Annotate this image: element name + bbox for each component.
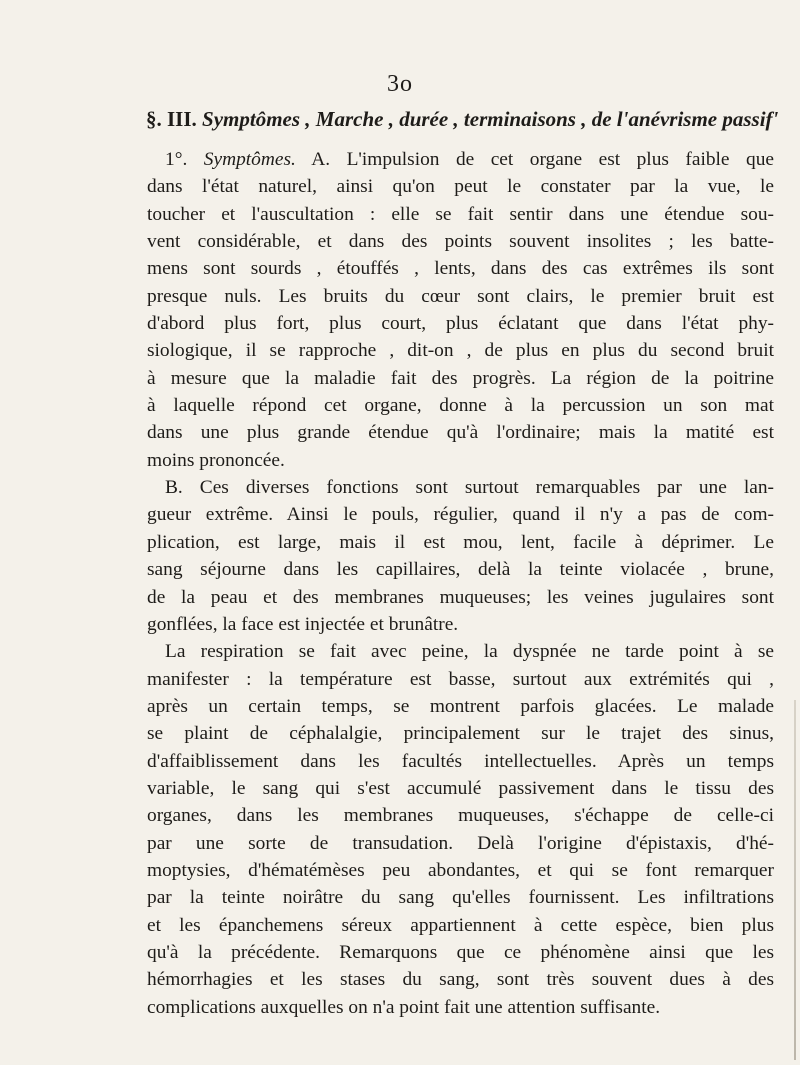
section-number: §. III. xyxy=(146,107,197,131)
paragraph-line: et les épanchemens séreux appartiennent à cette espèce, bien plus xyxy=(147,914,774,936)
paragraph-line: La respiration se fait avec peine, la dyspnée ne tarde point à se xyxy=(165,641,774,663)
paragraph-line: moptysies, d'hématémèses peu abondantes, et qui se font remarquer xyxy=(147,859,774,881)
paragraph-line: à laquelle répond cet organe, donne à la percussion un son mat xyxy=(147,395,774,417)
paragraph-line: de la peau et des membranes muqueuses; les veines jugulaires sont xyxy=(147,586,774,608)
paragraph-line: mens sont sourds , étouffés , lents, dans des cas extrêmes ils sont xyxy=(147,258,774,280)
paragraph-line-text: A. L'impulsion de cet organe est plus faible que xyxy=(311,149,774,170)
paragraph-line: organes, dans les membranes muqueuses, s'échappe de celle-ci xyxy=(147,805,774,827)
paragraph-line: dans une plus grande étendue qu'à l'ordinaire; mais la matité est xyxy=(147,422,774,444)
paragraph-line: toucher et l'auscultation : elle se fait sentir dans une étendue sou- xyxy=(147,203,774,225)
paragraph-line: par une sorte de transudation. Delà l'origine d'épistaxis, d'hé- xyxy=(147,832,774,854)
paragraph-line: moins prononcée. xyxy=(147,449,285,471)
paragraph-line: manifester : la température est basse, surtout aux extrémités qui , xyxy=(147,668,774,690)
paragraph-line: gonflées, la face est injectée et brunâtre. xyxy=(147,613,459,635)
paragraph-line: presque nuls. Les bruits du cœur sont clairs, le premier bruit est xyxy=(147,285,774,307)
paragraph-line xyxy=(147,146,774,173)
paragraph-label-number: 1°. xyxy=(165,149,188,170)
paragraph-line: sang séjourne dans les capillaires, delà la teinte violacée , brune, xyxy=(147,559,774,581)
paragraph-line: hémorrhagies et les stases du sang, sont très souvent dues à des xyxy=(147,969,774,991)
paragraph-line: qu'à la précédente. Remarquons que ce phénomène ainsi que les xyxy=(147,941,774,963)
paragraph-line: après un certain temps, se montrent parfois glacées. Le malade xyxy=(147,695,774,717)
page-number: 3o xyxy=(387,71,413,97)
page-edge-shadow xyxy=(794,700,796,1060)
paragraph-line: variable, le sang qui s'est accumulé passivement dans le tissu des xyxy=(147,777,774,799)
paragraph-line: siologique, il se rapproche , dit-on , de plus en plus du second bruit xyxy=(147,340,774,362)
paragraph-line: B. Ces diverses fonctions sont surtout remarquables par une lan- xyxy=(165,477,774,499)
paragraph-label-title: Symptômes. xyxy=(203,149,296,170)
paragraph-line: par la teinte noirâtre du sang qu'elles fournissent. Les infiltrations xyxy=(147,887,774,909)
section-title: Symptômes , Marche , durée , terminaisons , de l'anévrisme passif' xyxy=(202,107,779,131)
body-text xyxy=(147,146,774,1021)
paragraph-line: d'affaiblissement dans les facultés intellectuelles. Après un temps xyxy=(147,750,774,772)
paragraph-line: plication, est large, mais il est mou, lent, facile à déprimer. Le xyxy=(147,531,774,553)
paragraph-line: vent considérable, et dans des points souvent insolites ; les batte- xyxy=(147,231,774,253)
paragraph-line: d'abord plus fort, plus court, plus éclatant que dans l'état phy- xyxy=(147,313,774,335)
paragraph-line: gueur extrême. Ainsi le pouls, régulier, quand il n'y a pas de com- xyxy=(147,504,774,526)
paragraph-line: à mesure que la maladie fait des progrès. La région de la poitrine xyxy=(147,367,774,389)
paragraph-line: complications auxquelles on n'a point fait une attention suffisante. xyxy=(147,996,661,1018)
paragraph-line: dans l'état naturel, ainsi qu'on peut le constater par la vue, le xyxy=(147,176,774,198)
section-heading xyxy=(146,107,779,132)
paragraph-line: se plaint de céphalalgie, principalement sur le trajet des sinus, xyxy=(147,723,774,745)
